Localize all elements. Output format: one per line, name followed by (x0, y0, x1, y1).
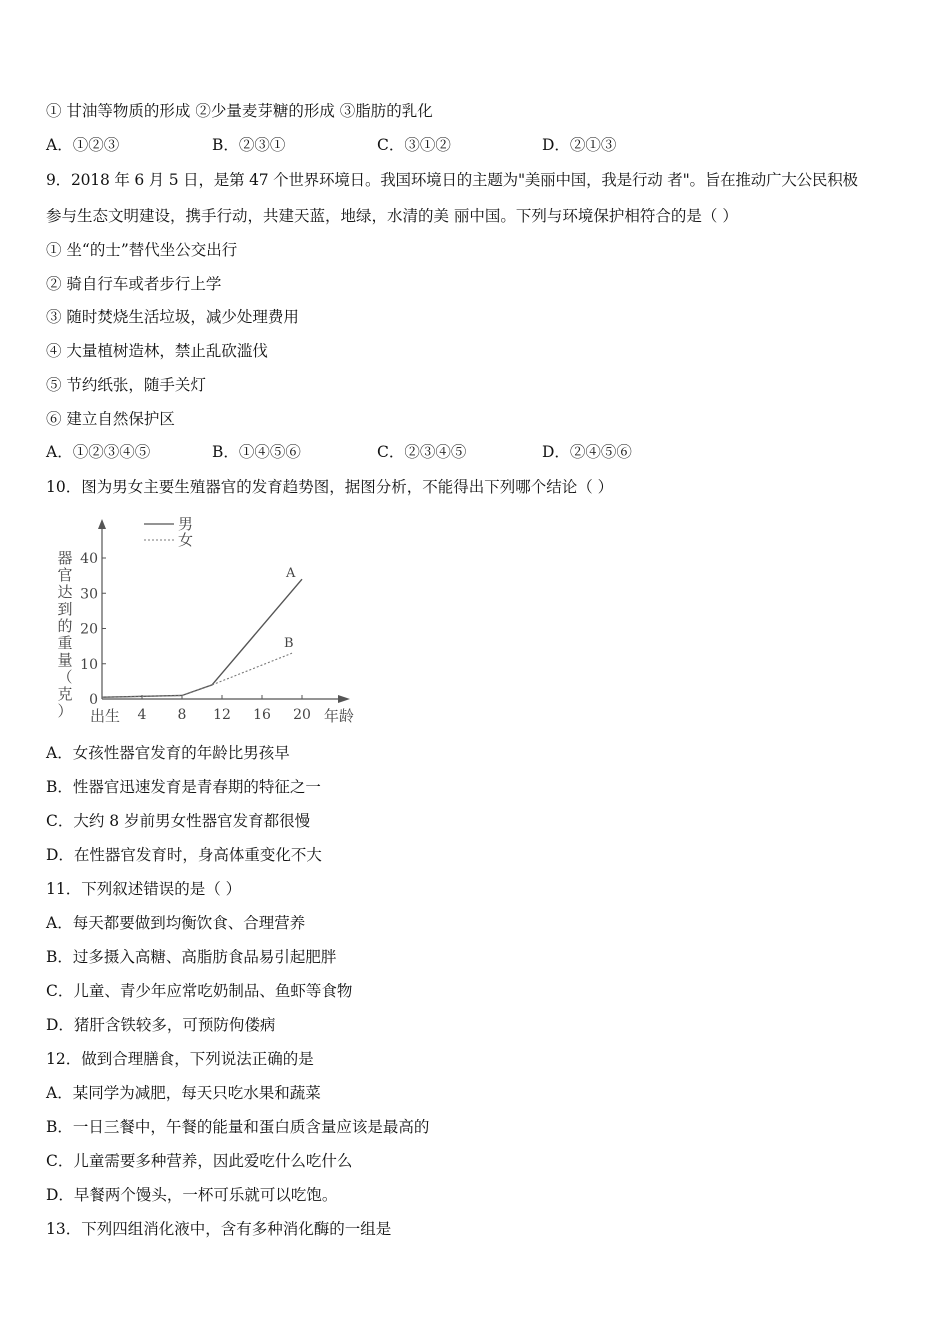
y-axis-label-char: 到 (57, 600, 73, 618)
q9-option-c: C．②③④⑤ (377, 443, 467, 461)
q12-option-a: A．某同学为减肥，每天只吃水果和蔬菜 (46, 1084, 321, 1102)
y-tick-label: 30 (80, 586, 98, 603)
y-axis-label-char: （ (57, 668, 73, 686)
q12-option-b: B．一日三餐中，午餐的能量和蛋白质含量应该是最高的 (46, 1118, 430, 1136)
q9-item-1: ① 坐“的士”替代坐公交出行 (46, 241, 238, 259)
organ-development-chart (52, 515, 382, 730)
y-axis-label-char: 量 (57, 651, 73, 669)
q13-stem: 13．下列四组消化液中，含有多种消化酶的一组是 (46, 1220, 392, 1238)
q8-option-a: A．①②③ (46, 136, 120, 154)
y-axis-label-char: ） (57, 702, 73, 720)
q8-option-c: C．③①② (377, 136, 451, 154)
q9-item-6: ⑥ 建立自然保护区 (46, 410, 175, 428)
series-male-end-label: A (286, 566, 296, 582)
legend-female-label: 女 (178, 531, 194, 549)
y-tick-label: 40 (80, 551, 98, 567)
q10-option-a: A．女孩性器官发育的年龄比男孩早 (46, 744, 290, 762)
q12-option-c: C．儿童需要多种营养，因此爱吃什么吃什么 (46, 1152, 353, 1170)
y-tick-label: 20 (80, 621, 98, 638)
q9-item-3: ③ 随时焚烧生活垃圾，减少处理费用 (46, 308, 299, 326)
x-origin-label: 出生 (90, 707, 121, 725)
y-axis-label (57, 549, 72, 720)
q10-option-c: C．大约 8 岁前男女性器官发育都很慢 (46, 812, 311, 830)
q9-item-4: ④ 大量植树造林，禁止乱砍滥伐 (46, 342, 268, 360)
y-axis-label-char: 克 (57, 685, 73, 703)
q8-statements: ① 甘油等物质的形成 ②少量麦芽糖的形成 ③脂肪的乳化 (46, 102, 433, 120)
x-tick-label: 16 (253, 707, 271, 723)
q10-option-d: D．在性器官发育时，身高体重变化不大 (46, 846, 322, 864)
q10-stem: 10．图为男女主要生殖器官的发育趋势图，据图分析，不能得出下列哪个结论（ ） (46, 478, 614, 496)
q11-option-d: D．猪肝含铁较多，可预防佝偻病 (46, 1016, 276, 1034)
x-tick-label: 20 (293, 707, 311, 723)
y-axis-label-char: 的 (57, 617, 73, 635)
q12-option-d: D．早餐两个馒头，一杯可乐就可以吃饱。 (46, 1186, 338, 1204)
legend-male-label: 男 (178, 515, 194, 533)
y-axis-label-char: 重 (57, 634, 73, 652)
y-axis-label-char: 达 (57, 583, 73, 601)
x-tick-label: 12 (213, 707, 231, 723)
x-axis-label: 年龄 (324, 707, 355, 725)
q9-item-2: ② 骑自行车或者步行上学 (46, 275, 222, 293)
q11-option-c: C．儿童、青少年应常吃奶制品、鱼虾等食物 (46, 982, 353, 1000)
q9-stem-line2: 参与生态文明建设，携手行动，共建天蓝，地绿，水清的美 丽中国。下列与环境保护相符合的是（ ） (46, 207, 738, 225)
y-tick-label: 10 (80, 656, 98, 673)
x-axis-arrow (338, 695, 350, 703)
series-female-end-label: B (284, 636, 294, 652)
q11-option-a: A．每天都要做到均衡饮食、合理营养 (46, 914, 306, 932)
y-axis-label-char: 官 (57, 566, 73, 584)
q11-option-b: B．过多摄入高糖、高脂肪食品易引起肥胖 (46, 948, 337, 966)
q9-item-5: ⑤ 节约纸张，随手关灯 (46, 376, 206, 394)
y-axis-label-char: 器 (57, 549, 73, 567)
x-tick-label: 4 (137, 707, 147, 723)
q11-stem: 11．下列叙述错误的是（ ） (46, 880, 242, 898)
q10-option-b: B．性器官迅速发育是青春期的特征之一 (46, 778, 321, 796)
q9-option-a: A．①②③④⑤ (46, 443, 151, 461)
q12-stem: 12．做到合理膳食，下列说法正确的是 (46, 1050, 314, 1068)
series-male-line (102, 579, 302, 697)
q9-option-d: D．②④⑤⑥ (542, 443, 632, 461)
q9-option-b: B．①④⑤⑥ (212, 443, 301, 461)
q9-stem-line1: 9．2018 年 6 月 5 日，是第 47 个世界环境日。我国环境日的主题为"美丽中国，我是行动 者"。旨在推动广大公民积极 (46, 171, 858, 189)
y-tick-label: 0 (89, 692, 98, 708)
q8-option-b: B．②③① (212, 136, 286, 154)
y-axis-arrow (98, 519, 106, 529)
q8-option-d: D．②①③ (542, 136, 617, 154)
x-tick-label: 8 (177, 707, 187, 723)
